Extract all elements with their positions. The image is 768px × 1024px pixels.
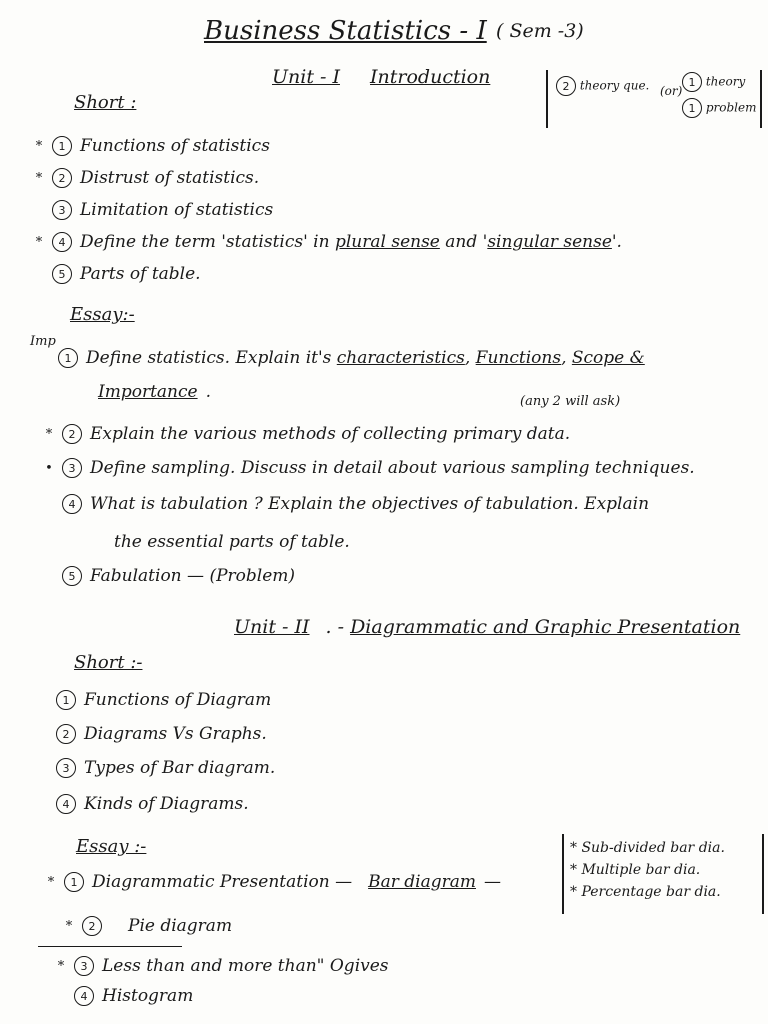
divider-line	[38, 946, 182, 947]
unit1-title: Introduction	[370, 66, 491, 88]
item-text: Define sampling. Discuss in detail about various sampling techniques.	[90, 458, 695, 478]
item-text-a: Define the term 'statistics' in	[80, 232, 335, 252]
item-text: Types of Bar diagram.	[84, 758, 276, 778]
list-item	[56, 690, 271, 710]
unit1-essay-label: Essay:-	[70, 304, 135, 325]
item-text: Parts of table.	[80, 264, 201, 284]
note-theory-questions	[556, 76, 649, 96]
unit1-heading	[272, 66, 490, 88]
item-number: 5	[62, 566, 82, 586]
unit2-short-label: Short :-	[74, 652, 143, 673]
item-number: 2	[82, 916, 102, 936]
item-number: 3	[62, 458, 82, 478]
list-item	[44, 494, 649, 514]
list-item	[64, 916, 232, 936]
item-number: 3	[52, 200, 72, 220]
note-a-text: theory que.	[579, 78, 650, 93]
bar-diagram-text: Bar diagram	[368, 872, 476, 892]
list-item	[34, 136, 270, 156]
note-theory	[682, 72, 745, 92]
item-number: 2	[62, 424, 82, 444]
bar-type-text: Percentage bar dia.	[581, 884, 721, 900]
note-or: (or)	[660, 84, 683, 98]
essay1-text-a: Define statistics. Explain it's	[86, 348, 337, 368]
unit1-number: Unit - I	[272, 66, 340, 88]
list-item	[34, 264, 201, 284]
essay1-text-e: ,	[561, 348, 572, 368]
note-b1-number: 1	[682, 72, 702, 92]
item-number: 1	[52, 136, 72, 156]
bar-type-item: * Percentage bar dia.	[570, 884, 721, 900]
item-text: Explain the various methods of collecting primary data.	[90, 424, 571, 444]
unit2-title: Diagrammatic and Graphic Presentation	[350, 616, 741, 638]
note-b2-number: 1	[682, 98, 702, 118]
item-number: 2	[56, 724, 76, 744]
item-text: What is tabulation ? Explain the objectives of tabulation. Explain	[90, 494, 650, 514]
essay1-functions: Functions	[475, 348, 562, 368]
item-number: 1	[56, 690, 76, 710]
title-text: Business Statistics - I	[204, 16, 487, 46]
item-text: Distrust of statistics.	[80, 168, 260, 188]
star-mark: *	[35, 138, 43, 154]
list-item	[44, 458, 695, 478]
item-number: 4	[56, 794, 76, 814]
list-item	[34, 232, 622, 252]
list-item	[34, 168, 259, 188]
unit1-weight-note	[546, 70, 762, 128]
essay1-text-c: ,	[464, 348, 476, 368]
star-mark: *	[65, 918, 73, 934]
item-text: Pie diagram	[128, 916, 233, 936]
item-text: Diagrams Vs Graphs.	[84, 724, 267, 744]
item-text	[80, 232, 622, 252]
item-text	[86, 348, 645, 368]
list-item	[46, 872, 501, 892]
item-number: 2	[52, 168, 72, 188]
bar-types-bracket	[562, 834, 764, 914]
item-number: 4	[62, 494, 82, 514]
list-item	[44, 566, 295, 586]
note-b2-text: problem	[705, 100, 757, 115]
essay1-scope: Scope &	[571, 348, 645, 368]
unit2-essay-label: Essay :-	[76, 836, 147, 857]
bar-type-text: Sub-divided bar dia.	[581, 840, 725, 856]
item-number: 3	[74, 956, 94, 976]
unit2-number: Unit - II	[234, 616, 310, 638]
essay1-text-h: .	[205, 382, 211, 402]
star-mark: *	[45, 426, 53, 442]
list-item	[44, 424, 570, 444]
essay1-importance: Importance	[98, 382, 198, 402]
item-text-singular: singular sense	[487, 232, 612, 252]
list-item	[56, 724, 267, 744]
semester-label: ( Sem -3)	[496, 20, 584, 42]
item-text: Less than and more than" Ogives	[102, 956, 389, 976]
item-text: Functions of Diagram	[84, 690, 272, 710]
essay1-note: (any 2 will ask)	[520, 394, 621, 409]
note-b1-text: theory	[705, 74, 746, 89]
bar-type-item: * Sub-divided bar dia.	[570, 840, 725, 856]
item-number: 1	[64, 872, 84, 892]
item-text-plural: plural sense	[334, 232, 440, 252]
list-item	[56, 986, 193, 1006]
list-item-continuation: the essential parts of table.	[114, 532, 350, 552]
list-item	[34, 200, 273, 220]
bar-type-text: Multiple bar dia.	[581, 862, 701, 878]
list-item	[58, 348, 645, 368]
item-text: Diagrammatic Presentation —	[92, 872, 353, 892]
unit1-short-label: Short :	[74, 92, 137, 113]
item-number: 4	[74, 986, 94, 1006]
essay1-characteristics: characteristics	[336, 348, 465, 368]
star-mark: *	[35, 234, 43, 250]
star-mark: •	[45, 460, 53, 476]
item-number: 1	[58, 348, 78, 368]
note-problem	[682, 98, 756, 118]
item-text-e: '.	[611, 232, 622, 252]
item-text: Functions of statistics	[80, 136, 270, 156]
star-mark: *	[57, 958, 65, 974]
page-title	[204, 16, 487, 46]
star-mark: *	[35, 170, 43, 186]
item-number: 4	[52, 232, 72, 252]
item-number: 3	[56, 758, 76, 778]
item-text-c: and '	[439, 232, 488, 252]
star-mark: *	[47, 874, 55, 890]
item-text: Histogram	[102, 986, 194, 1006]
list-item	[56, 758, 275, 778]
list-item	[56, 956, 389, 976]
unit2-heading: Unit - II . - Diagrammatic and Graphic Presentation	[234, 616, 741, 638]
item-text: Limitation of statistics	[80, 200, 274, 220]
item-text: Kinds of Diagrams.	[84, 794, 249, 814]
important-mark: Imp	[30, 334, 56, 349]
item-number: 5	[52, 264, 72, 284]
note-a-number: 2	[556, 76, 576, 96]
list-item	[56, 794, 249, 814]
bar-type-item: * Multiple bar dia.	[570, 862, 701, 878]
bar-diagram-dash: —	[484, 872, 501, 892]
list-item-continuation	[98, 382, 211, 402]
item-text: Fabulation — (Problem)	[90, 566, 296, 586]
